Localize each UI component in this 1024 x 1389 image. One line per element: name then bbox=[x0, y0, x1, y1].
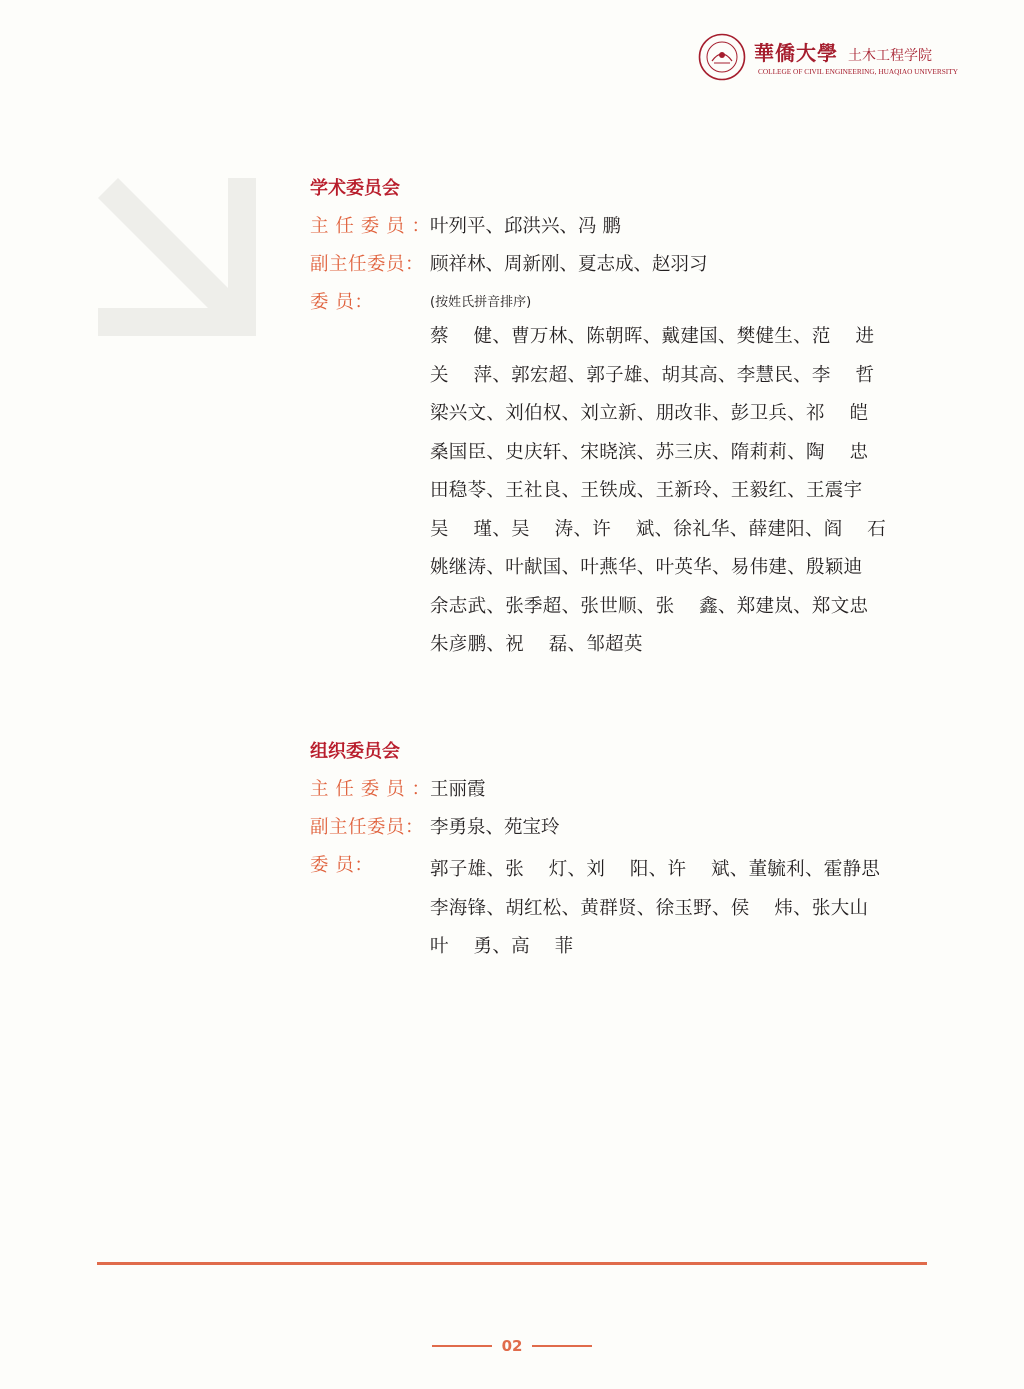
director-names: 王丽霞 bbox=[430, 779, 486, 800]
members-label: 委 员： bbox=[310, 855, 374, 876]
member-line: 桑国臣、史庆轩、宋晓滨、苏三庆、隋莉莉、陶 忠 bbox=[430, 441, 869, 463]
academic-committee-section bbox=[310, 174, 910, 665]
deputy-names: 李勇泉、苑宝玲 bbox=[430, 817, 560, 838]
college-name-en: COLLEGE OF CIVIL ENGINEERING, HUAQIAO UNIVERSITY bbox=[758, 67, 958, 76]
academic-deputy-row bbox=[310, 250, 910, 280]
university-seal-icon bbox=[698, 33, 746, 81]
members-label: 委 员： bbox=[310, 292, 374, 313]
university-name-cn: 華僑大學 bbox=[754, 41, 838, 65]
college-name-cn: 土木工程学院 bbox=[848, 48, 932, 64]
academic-committee-title: 学术委员会 bbox=[310, 178, 400, 199]
member-line: 姚继涛、叶献国、叶燕华、叶英华、易伟建、殷颖迪 bbox=[430, 557, 863, 578]
deputy-label: 副主任委员： bbox=[310, 254, 425, 275]
member-line: 李海锋、胡红松、黄群贤、徐玉野、侯 炜、张大山 bbox=[430, 897, 869, 919]
member-line: 朱彦鹏、祝 磊、邹超英 bbox=[430, 634, 643, 655]
member-line: 吴 瑾、吴 涛、许 斌、徐礼华、薛建阳、阎 石 bbox=[430, 518, 887, 540]
decorative-arrow-icon bbox=[98, 178, 256, 336]
organizing-director-row bbox=[310, 775, 910, 805]
academic-director-row bbox=[310, 212, 910, 242]
page-number-block bbox=[432, 1335, 592, 1357]
academic-members-row bbox=[310, 288, 910, 318]
organizing-committee-title: 组织委员会 bbox=[310, 741, 400, 762]
footer-rule bbox=[97, 1262, 927, 1265]
organizing-committee-section bbox=[310, 737, 910, 967]
deputy-label: 副主任委员： bbox=[310, 817, 425, 838]
college-logo bbox=[698, 33, 958, 83]
member-line: 田稳苓、王社良、王铁成、王新玲、王毅红、王震宇 bbox=[430, 480, 863, 501]
director-names: 叶列平、邱洪兴、冯 鹏 bbox=[430, 216, 621, 237]
member-line: 余志武、张季超、张世顺、张 鑫、郑建岚、郑文忠 bbox=[430, 595, 869, 617]
member-line: 叶 勇、高 菲 bbox=[430, 936, 574, 957]
director-label: 主 任 委 员 ： bbox=[310, 216, 431, 237]
page-number: 02 bbox=[501, 1337, 523, 1355]
member-line: 蔡 健、曹万林、陈朝晖、戴建国、樊健生、范 进 bbox=[430, 326, 875, 347]
organizing-deputy-row bbox=[310, 813, 910, 843]
member-line: 郭子雄、张 灯、刘 阳、许 斌、董毓利、霍静思 bbox=[430, 859, 881, 880]
organizing-members-list bbox=[430, 890, 910, 967]
members-order-note: (按姓氏拼音排序) bbox=[430, 295, 532, 310]
member-line: 梁兴文、刘伯权、刘立新、朋改非、彭卫兵、祁 皑 bbox=[430, 403, 869, 424]
organizing-members-row bbox=[310, 851, 910, 890]
member-line: 关 萍、郭宏超、郭子雄、胡其高、李慧民、李 哲 bbox=[430, 364, 875, 386]
director-label: 主 任 委 员 ： bbox=[310, 779, 431, 800]
page-number-right-rule bbox=[532, 1345, 592, 1347]
deputy-names: 顾祥林、周新刚、夏志成、赵羽习 bbox=[430, 254, 708, 275]
academic-members-list bbox=[430, 318, 910, 665]
